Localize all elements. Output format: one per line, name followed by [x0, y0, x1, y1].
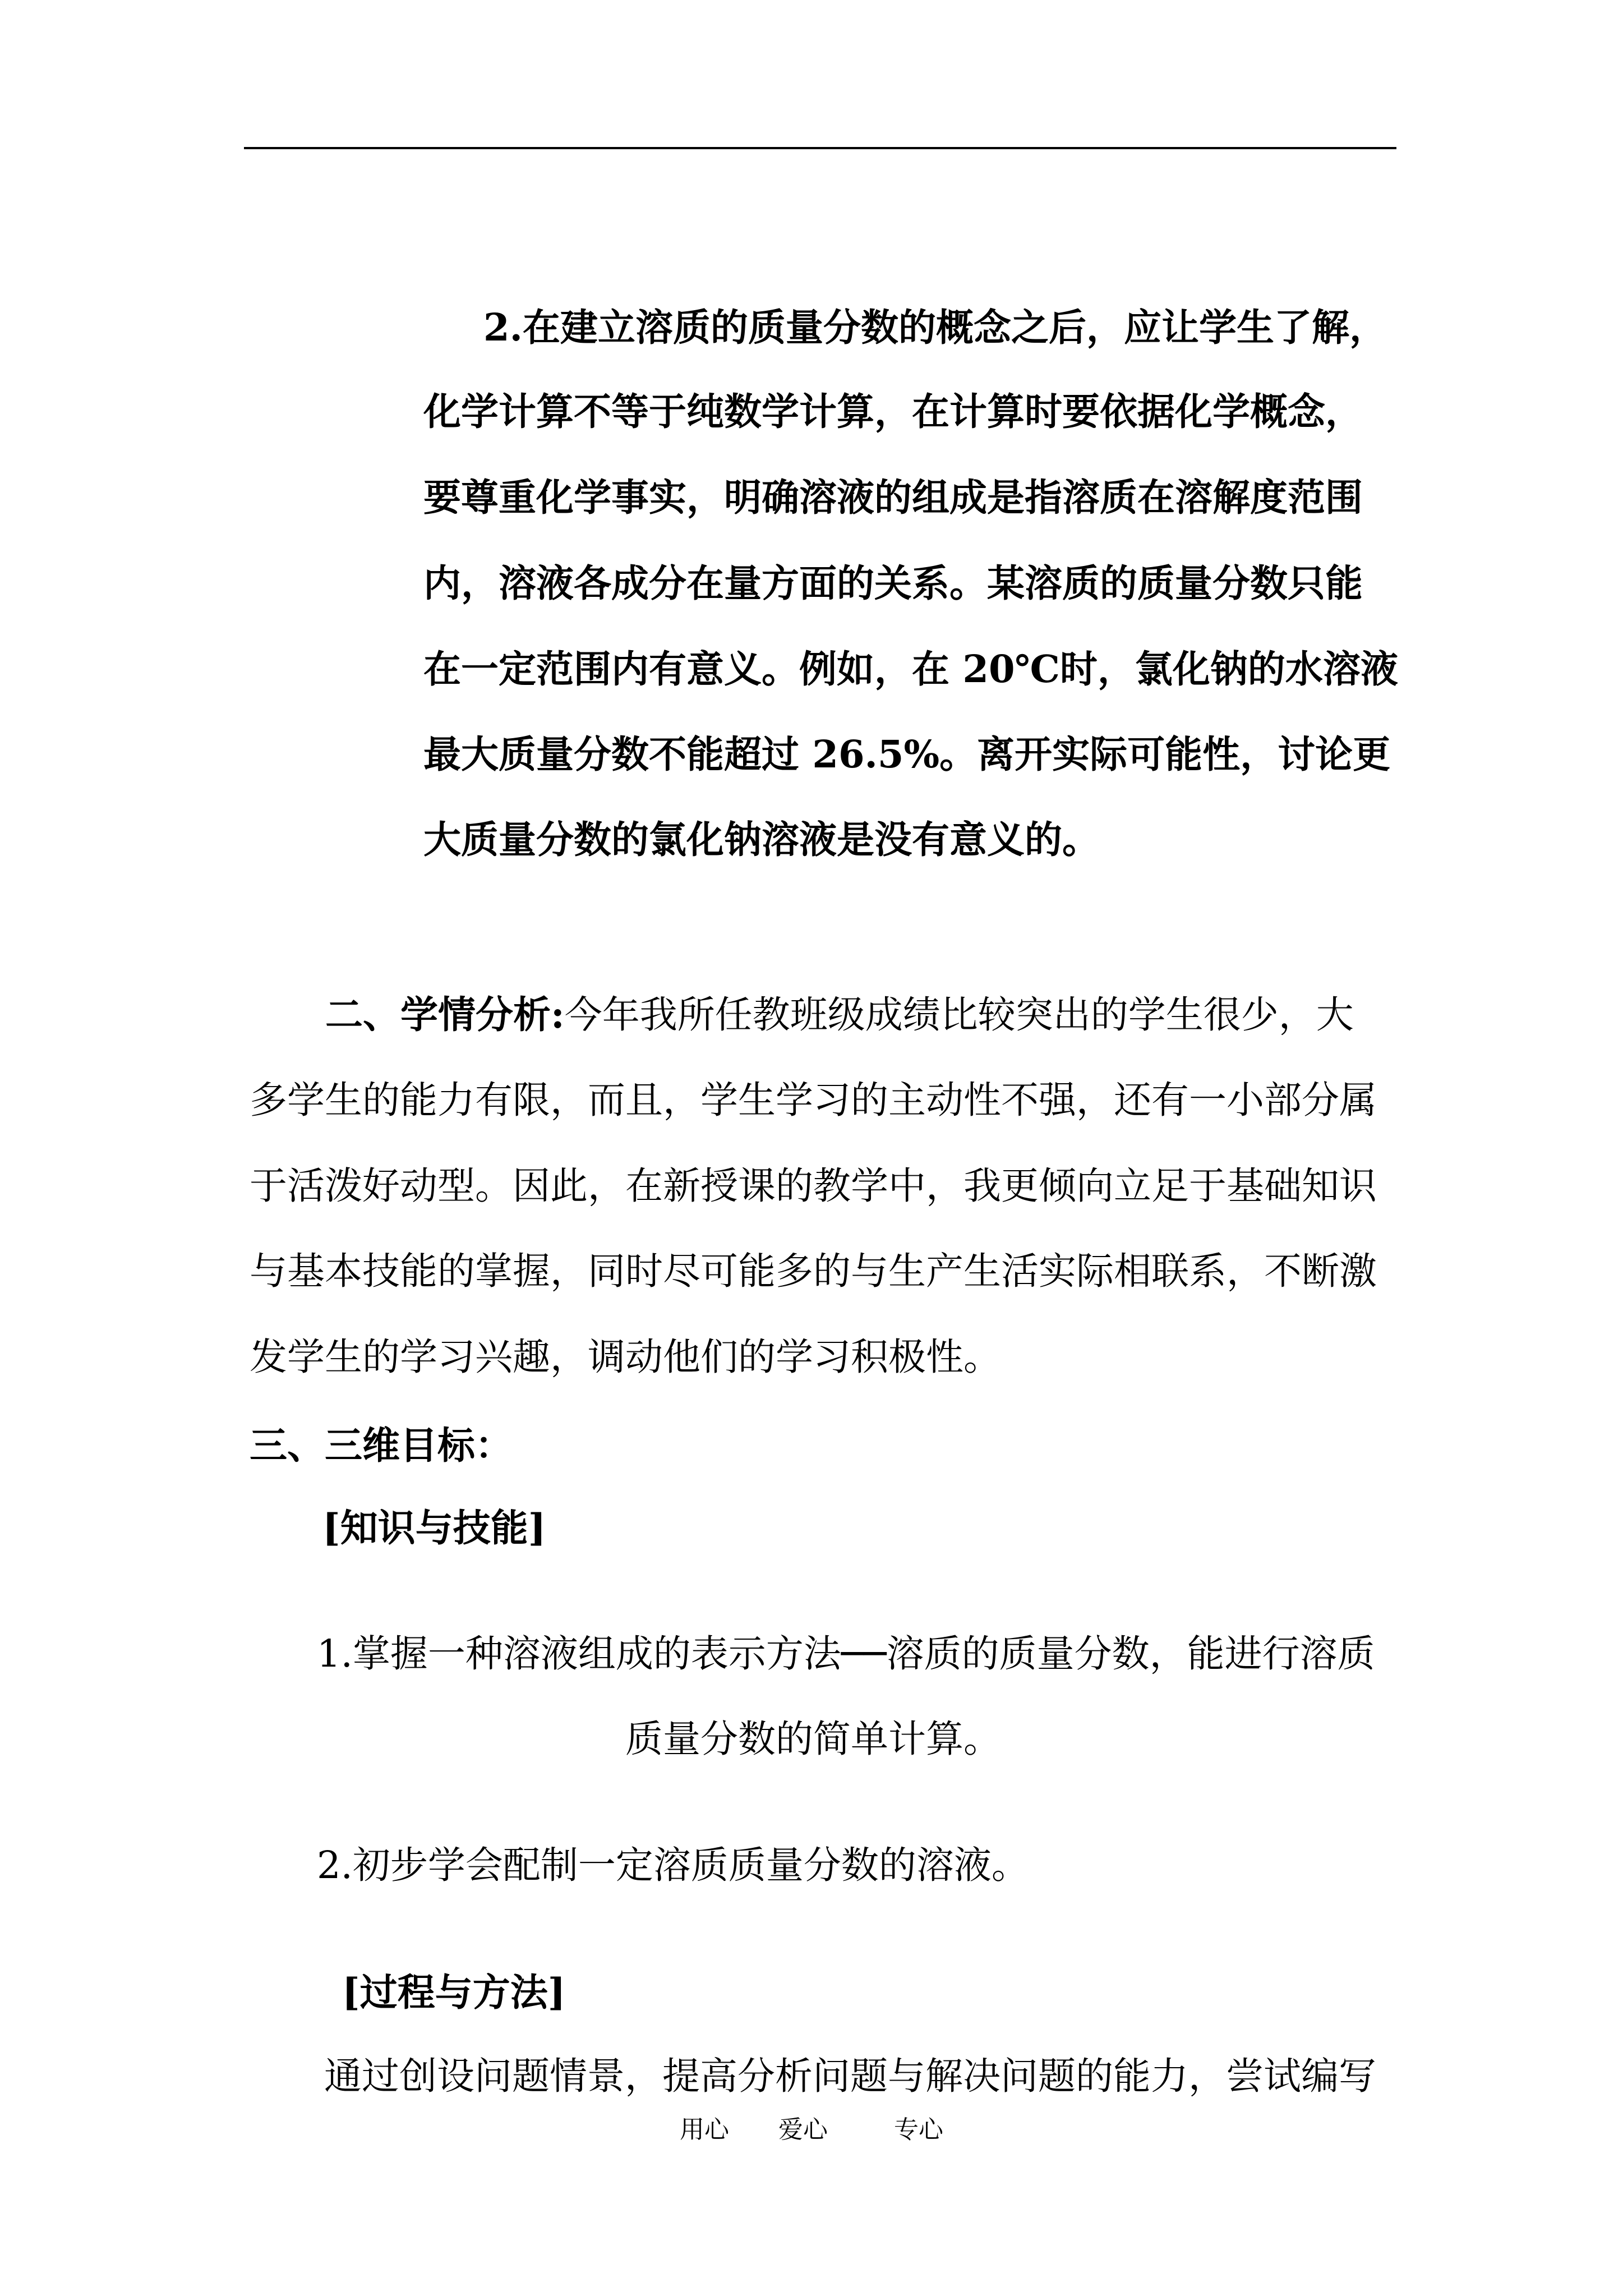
section2-first-line — [325, 992, 1354, 1037]
para1-line7: 大质量分数的氯化钠溶液是没有意义的。 — [423, 817, 1100, 862]
para1-line3: 要尊重化学事实，明确溶液的组成是指溶质在溶解度范围 — [423, 475, 1363, 519]
para1-line1: 2.在建立溶质的质量分数的概念之后，应让学生了解， — [483, 305, 1387, 349]
section2-line4: 与基本技能的掌握，同时尽可能多的与生产生活实际相联系，不断激 — [250, 1249, 1377, 1293]
para1-line4: 内，溶液各成分在量方面的关系。某溶质的质量分数只能 — [423, 561, 1363, 605]
knowledge-item2: 2.初步学会配制一定溶质质量分数的溶液。 — [317, 1843, 1029, 1887]
knowledge-item1-line1: 1.掌握一种溶液组成的表示方法──溶质的质量分数，能进行溶质 — [317, 1632, 1375, 1676]
page-footer — [0, 2109, 1623, 2145]
process-title: [过程与方法] — [342, 1970, 566, 2014]
para1-line5: 在一定范围内有意义。例如，在 20℃时，氯化钠的水溶液 — [423, 647, 1398, 691]
section2-line5: 发学生的学习兴趣，调动他们的学习积极性。 — [250, 1335, 1001, 1379]
para1-line6: 最大质量分数不能超过 26.5%。离开实际可能性，讨论更 — [423, 732, 1391, 776]
section2-line1: 今年我所任教班级成绩比较突出的学生很少，大 — [564, 993, 1354, 1037]
section2-line3: 于活泼好动型。因此，在新授课的教学中，我更倾向立足于基础知识 — [250, 1164, 1377, 1208]
section2-line2: 多学生的能力有限，而且，学生学习的主动性不强，还有一小部分属 — [250, 1078, 1377, 1122]
knowledge-item1-line2: 质量分数的简单计算。 — [625, 1717, 1001, 1761]
section2-heading: 二、学情分析: — [325, 992, 565, 1037]
footer-part-1: 用心 — [680, 2115, 729, 2144]
process-line1: 通过创设问题情景，提高分析问题与解决问题的能力，尝试编写 — [324, 2054, 1376, 2098]
footer-part-3: 专心 — [894, 2115, 943, 2144]
header-rule — [244, 147, 1396, 149]
section3-heading: 三、三维目标： — [250, 1423, 513, 1467]
footer-part-2: 爱心 — [778, 2115, 828, 2144]
knowledge-title: [知识与技能] — [322, 1506, 546, 1550]
para1-line2: 化学计算不等于纯数学计算，在计算时要依据化学概念， — [423, 389, 1363, 434]
